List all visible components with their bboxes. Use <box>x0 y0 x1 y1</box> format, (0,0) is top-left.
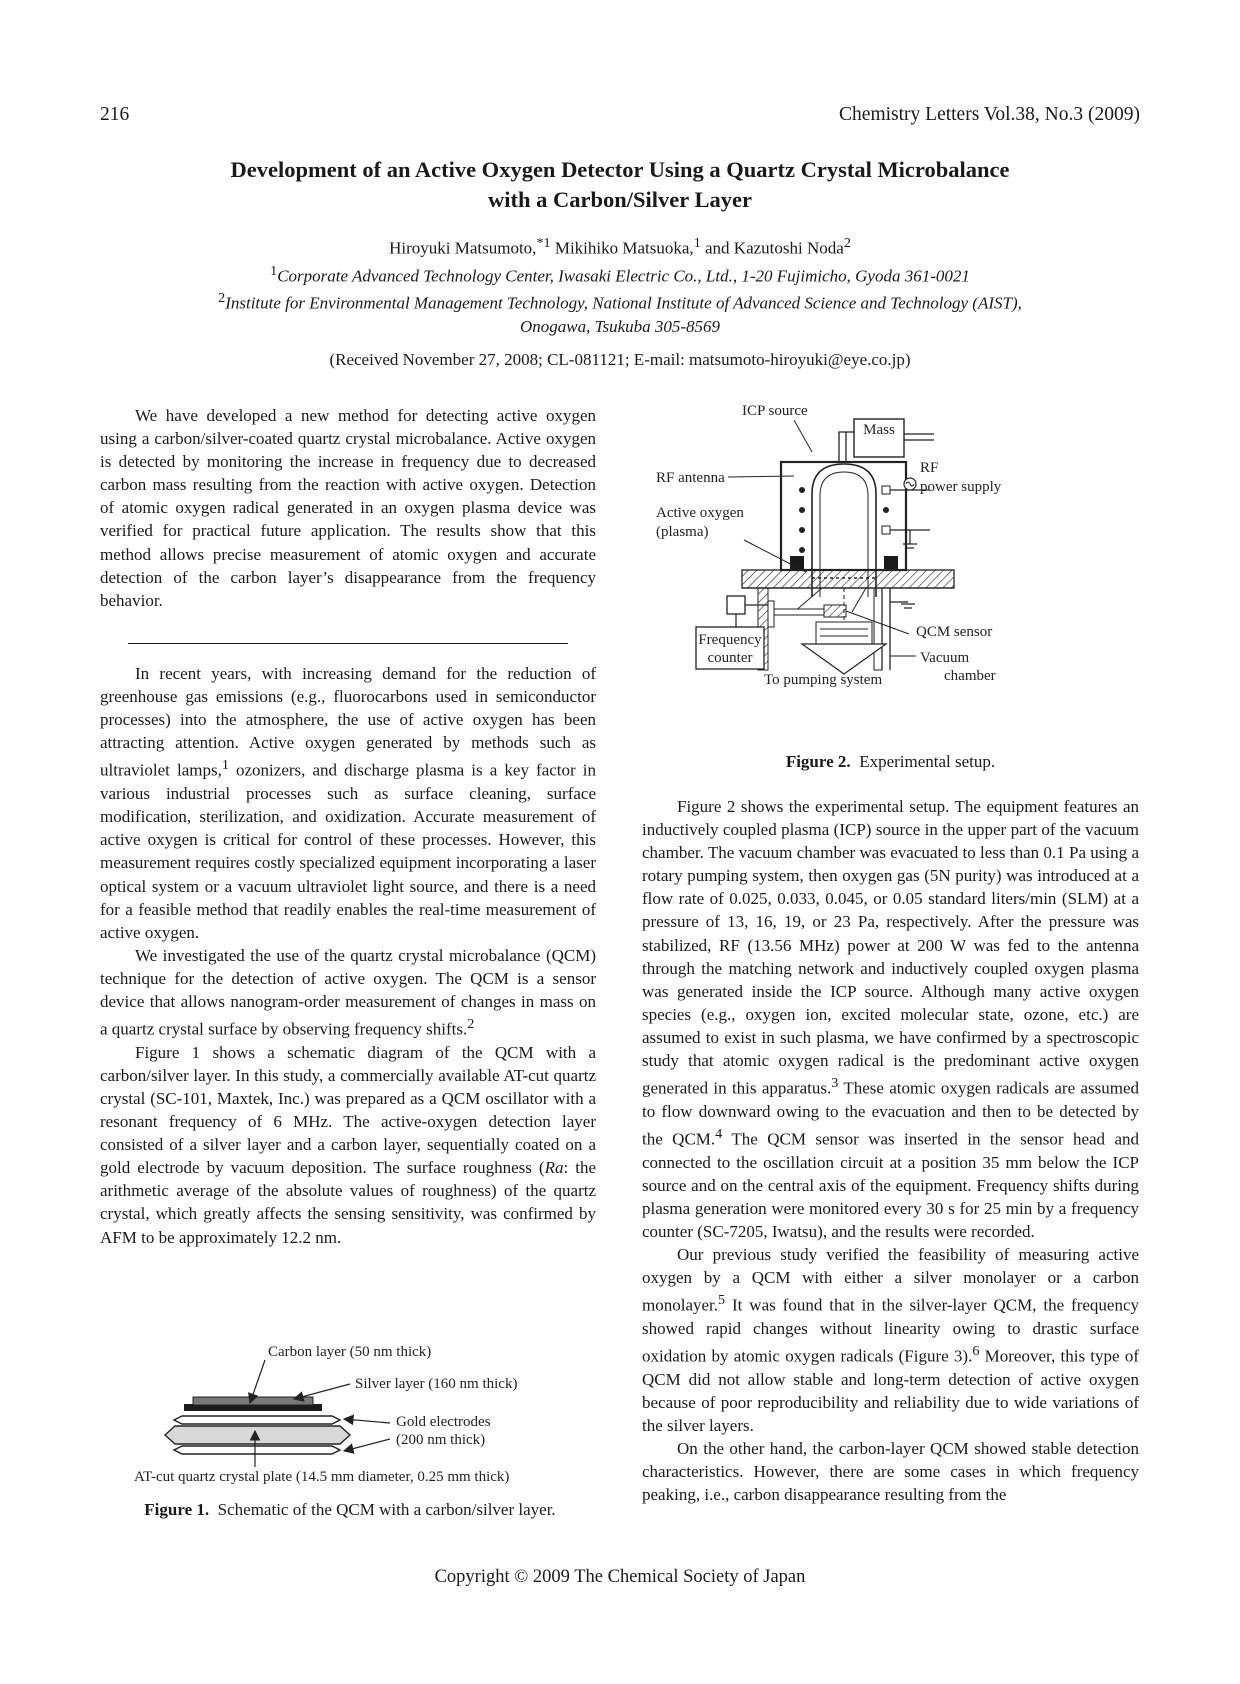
label-rf-antenna: RF antenna <box>656 470 725 486</box>
author-block <box>110 232 1130 338</box>
figure-1-caption-text: Schematic of the QCM with a carbon/silver layer. <box>217 1500 556 1519</box>
abstract <box>100 404 596 612</box>
plasma-flow <box>794 588 822 612</box>
paragraph-figure1 <box>100 1041 596 1249</box>
paragraph-figure1-part-b: : the arithmetic average of the absolute values of roughness) of the quartz crystal, which greatly affects the sensing sensitivity, was confirmed by AFM to be approximately 12.2 nm. <box>100 1158 597 1247</box>
label-counter: counter <box>707 650 753 666</box>
journal-reference: Chemistry Letters Vol.38, No.3 (2009) <box>839 104 1140 125</box>
title-line-2: with a Carbon/Silver Layer <box>488 187 752 212</box>
figure-2-caption-text: Experimental setup. <box>859 752 996 771</box>
copyright-footer: Copyright © 2009 The Chemical Society of Japan <box>434 1567 806 1587</box>
paragraph-qcm-text: We investigated the use of the quartz crystal microbalance (QCM) technique for the detection of active oxygen. The QCM is a sensor device that allows nanogram-order measurement of changes in mass on a quartz crystal surface by observing frequency shifts. <box>100 945 596 1039</box>
coil-turn <box>799 487 805 493</box>
paragraph-previous-part-a: Our previous study verified the feasibility of measuring active oxygen by a QCM with either a silver monolayer or a carbon monolayer. <box>642 1245 1139 1315</box>
gold-electrode-top <box>174 1416 340 1424</box>
flange <box>742 570 954 588</box>
arrow-gold-bottom <box>344 1439 390 1451</box>
label-quartz-plate: AT-cut quartz crystal plate (14.5 mm diameter, 0.25 mm thick) <box>134 1469 510 1485</box>
coil-turn <box>799 527 805 533</box>
paragraph-setup <box>642 795 1139 1243</box>
ref-1: 1 <box>221 757 229 774</box>
ref-5: 5 <box>718 1292 726 1309</box>
figure-2-experimental-setup <box>656 403 1094 742</box>
coil-turn <box>799 547 805 553</box>
author-1: Hiroyuki Matsumoto, <box>389 238 537 258</box>
affiliation-2-address-text: Onogawa, Tsukuba 305-8569 <box>519 316 721 336</box>
author-3: and Kazutoshi Noda <box>705 238 844 258</box>
figure-1-qcm-schematic <box>100 1335 600 1485</box>
label-silver-layer: Silver layer (160 nm thick) <box>355 1376 518 1392</box>
pump-arrow-body <box>816 622 872 644</box>
label-power-supply: power supply <box>920 479 1002 495</box>
author-2-mark: 1 <box>693 235 701 251</box>
left-column-body <box>100 662 596 1249</box>
label-mass: Mass <box>863 422 895 438</box>
affiliation-1-text: Corporate Advanced Technology Center, Iwasaki Electric Co., Ltd., 1-20 Fujimicho, Gyoda 361-0021 <box>277 266 970 286</box>
paragraph-setup-part-b: These atomic oxygen radicals are assumed to flow downward owing to the evacuation and then to be detected by the QCM. <box>642 1078 1139 1149</box>
coil-turn <box>883 507 889 513</box>
seal-right <box>884 556 898 569</box>
pump-arrow-head <box>802 644 886 674</box>
ra-symbol: Ra <box>544 1158 564 1178</box>
coil-turn <box>799 507 805 513</box>
icp-leader-line <box>794 420 812 452</box>
icp-housing <box>781 462 906 570</box>
paragraph-carbon-layer: On the other hand, the carbon-layer QCM showed stable detection characteristics. However, there are some cases in which frequency peaking, i.e., carbon disappearance resulting from the <box>642 1439 1139 1505</box>
paragraph-figure1-part-a: Figure 1 shows a schematic diagram of the QCM with a carbon/silver layer. In this study, a commercially available AT-cut quartz crystal (SC-101, Maxtek, Inc.) was prepared as a QCM oscillator with a resonant frequency of 6 MHz. The active-oxygen detection layer consisted of a silver layer and a carbon layer, sequentially coated on a gold electrode by vacuum deposition. The surface roughness ( <box>100 1042 596 1178</box>
sensor-port <box>768 601 774 627</box>
oscillator-box <box>727 596 745 614</box>
affiliation-1 <box>110 260 1130 288</box>
affiliation-2 <box>110 287 1130 315</box>
author-1-mark: *1 <box>536 235 551 251</box>
figure-2-caption <box>642 752 1139 772</box>
author-2: Mikihiko Matsuoka, <box>554 238 694 258</box>
abstract-divider <box>128 643 568 644</box>
ref-6: 6 <box>972 1343 980 1360</box>
figure-1-caption <box>100 1500 600 1520</box>
paragraph-intro <box>100 662 596 944</box>
label-active-oxygen: Active oxygen <box>656 505 744 521</box>
affiliation-2-text: Institute for Environmental Management Technology, National Institute of Advanced Science and Technology (AIST), <box>225 293 1022 313</box>
paragraph-previous-study <box>642 1243 1139 1437</box>
label-gold-electrodes-2: (200 nm thick) <box>396 1432 486 1448</box>
label-icp-source: ICP source <box>742 403 808 419</box>
label-chamber: chamber <box>944 668 996 684</box>
page-number: 216 <box>100 104 130 125</box>
plasma-flow <box>852 588 866 612</box>
ref-2: 2 <box>467 1016 475 1033</box>
quartz-crystal-plate <box>165 1426 350 1444</box>
paragraph-setup-part-c: The QCM sensor was inserted in the sensor head and connected to the oscillation circuit at a position 35 mm below the ICP source and on the central axis of the equipment. Frequency shifts during plasma generation were monitored every 30 s for 25 min by a frequency counter (SC-7205, Iwatsu), and the results were recorded. <box>642 1129 1139 1241</box>
paragraph-intro-part-b: ozonizers, and discharge plasma is a key factor in various industrial processes such as surface cleaning, surface modification, sterilization, and oxidization. Accurate measurement of active oxygen is critical for control of these processes. However, this measurement requires costly specialized equipment incorporating a laser optical system or a vacuum ultraviolet light source, and there is a need for a feasible method that readily enables the real-time measurement of active oxygen. <box>100 761 596 942</box>
gold-electrode-bottom <box>174 1446 340 1454</box>
abstract-text: We have developed a new method for detecting active oxygen using a carbon/silver-coated quartz crystal microbalance. Active oxygen is detected by monitoring the increase in frequency due to decreased carbon mass resulting from the reaction with active oxygen. Detection of atomic oxygen radical generated in an oxygen plasma device was verified for practical future application. The results show that this method allows precise measurement of atomic oxygen and accurate detection of the carbon layer’s disappearance from the frequency behavior. <box>100 406 596 610</box>
paragraph-previous-part-c: Moreover, this type of QCM did not allow stable and long-term detection of active oxygen because of poor reproducibility and reliability due to wide variations of the silver layers. <box>642 1346 1139 1436</box>
arrow-gold-top <box>344 1419 390 1423</box>
arrow-silver <box>294 1384 350 1399</box>
title-line-1: Development of an Active Oxygen Detector Using a Quartz Crystal Microbalance <box>230 157 1010 182</box>
label-carbon-layer: Carbon layer (50 nm thick) <box>268 1344 432 1360</box>
affiliation-2-mark: 2 <box>218 290 226 307</box>
rf-connector <box>882 526 890 534</box>
paragraph-intro-part-a: In recent years, with increasing demand for the reduction of greenhouse gas emissions (e.g., fluorocarbons used in semiconductor processes) into the atmosphere, the use of active oxygen has been attracting attention. Active oxygen generated by methods such as ultraviolet lamps, <box>100 664 596 781</box>
label-qcm-sensor: QCM sensor <box>916 624 993 640</box>
ref-4: 4 <box>715 1125 723 1142</box>
label-pumping-system: To pumping system <box>764 672 883 688</box>
author-3-mark: 2 <box>843 235 851 251</box>
paragraph-previous-part-b: It was found that in the silver-layer QCM, the frequency showed rapid changes without linearity owing to drastic surface oxidation by atomic oxygen radicals (Figure 3). <box>642 1295 1139 1366</box>
article-title <box>110 155 1130 215</box>
sensor-arm <box>774 609 824 615</box>
affiliation-1-mark: 1 <box>270 262 278 279</box>
qcm-sensor-head <box>824 605 846 617</box>
label-gold-electrodes-1: Gold electrodes <box>396 1414 491 1430</box>
figure-1-caption-label: Figure 1. <box>144 1500 210 1519</box>
label-plasma: (plasma) <box>656 524 709 540</box>
ref-3: 3 <box>831 1075 839 1092</box>
right-column-body <box>642 795 1139 1506</box>
paragraph-setup-part-a: Figure 2 shows the experimental setup. The equipment features an inductively coupled plasma (ICP) source in the upper part of the vacuum chamber. The vacuum chamber was evacuated to less than 0.1 Pa using a rotary pumping system, then oxygen gas (5N purity) was introduced at a flow rate of 0.025, 0.033, 0.045, or 0.05 standard liters/min (SLM) at a pressure of 13, 16, 19, or 23 Pa, respectively. After the pressure was stabilized, RF (13.56 MHz) power at 200 W was fed to the antenna through the matching network and inductively coupled oxygen plasma was generated inside the ICP source. Although many active oxygen species (e.g., oxygen ion, excited molecular state, ozone, etc.) are assumed to exist in such plasma, we have confirmed by a spectroscopic study that atomic oxygen radical is the predominant active oxygen generated in this apparatus. <box>642 797 1139 1098</box>
antenna-leader-line <box>728 476 794 477</box>
chamber-wall-right <box>874 588 882 670</box>
author-list <box>110 232 1130 260</box>
label-frequency: Frequency <box>698 632 762 648</box>
rf-connector <box>882 486 890 494</box>
received-line: (Received November 27, 2008; CL-081121; E-mail: matsumoto-hiroyuki@eye.co.jp) <box>329 350 911 369</box>
figure-2-caption-label: Figure 2. <box>785 752 851 771</box>
label-rf: RF <box>920 460 939 476</box>
label-vacuum: Vacuum <box>920 650 970 666</box>
affiliation-2-address <box>110 315 1130 338</box>
paragraph-qcm <box>100 944 596 1041</box>
